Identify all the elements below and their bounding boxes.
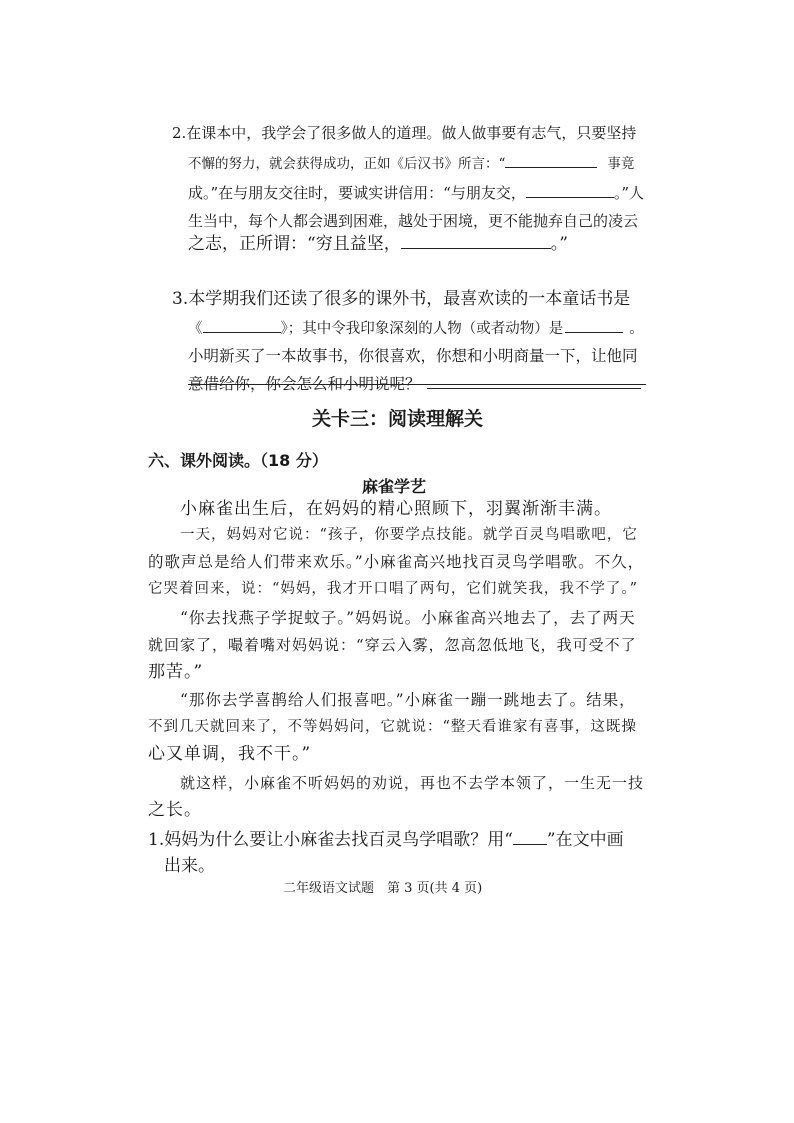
q1-line-2 [164,855,215,877]
q3-line-1 [172,288,630,310]
q2-text-2b: 事竟 [607,156,635,172]
underline-sample [513,828,547,845]
answer-line[interactable] [188,384,646,385]
story-p5-l2 [148,799,202,821]
story-p2-l2 [148,551,644,573]
q2-text-3a: 成。”在与朋友交往时，要诚实讲信用：“与朋友交， [188,184,526,202]
q2-text-1: 2.在课本中，我学会了很多做人的道理。做人做事要有志气，只要坚持 [172,124,637,142]
story-text: 心又单调，我不干。” [148,744,312,764]
q1-text-1b: ”在文中画 [546,830,624,850]
q3-text-2a: 《 [188,321,203,337]
q3-line-2 [188,316,644,340]
story-text: “那你去学喜鹊给人们报喜吧。”小麻雀一蹦一跳地去了。结果， [180,691,636,709]
q2-text-4: 生当中，每个人都会遇到困难，越处于困境，更不能抛弃自己的凌云 [188,212,639,230]
story-text: 之长。 [148,800,202,820]
story-text: “你去找燕子学捉蚊子。”妈妈说。小麻雀高兴地去了，去了两天 [180,609,636,627]
q2-line-5 [188,232,568,255]
story-p4-l2 [148,716,637,738]
q2-line-1 [172,122,636,144]
story-text: 那苦。” [148,662,204,682]
story-p4-l1 [180,689,636,711]
q2-line-4 [188,210,638,232]
story-p3-l3 [148,661,203,683]
story-text: 就这样，小麻雀不听妈妈的劝说，再也不去学本领了，一生无一技 [180,774,645,792]
story-text: 不到几天就回来了，不等妈妈问，它就说：“整天看谁家有喜事，这既操 [148,719,637,735]
story-p2-l1 [180,524,638,546]
section-heading: 关卡三：阅读理解关 [312,408,484,430]
story-p3-l2 [148,634,637,656]
q3-text-2b: 》；其中令我印象深刻的人物（或者动物）是 [280,321,564,337]
q3-text-2c: 。 [629,321,644,337]
story-text: 一天，妈妈对它说：“孩子，你要学点技能。就学百灵鸟唱歌吧，它 [180,527,638,543]
q2-text-2a: 不懈的努力，就会获得成功，正如《后汉书》所言：“ [188,156,506,172]
q3-text-1: 3.本学期我们还读了很多的课外书，最喜欢读的一本童话书是 [172,289,631,309]
answer-blank[interactable] [565,316,623,333]
q2-line-2 [188,151,634,175]
q1-text-2: 出来。 [164,856,215,876]
story-text: 它哭着回来，说：“妈妈，我才开口唱了两句，它们就笑我，我不学了。” [148,581,639,597]
q2-text-3b: 。”人 [613,184,645,202]
q2-line-3 [188,181,644,204]
answer-blank[interactable] [505,151,597,168]
answer-blank[interactable] [203,316,281,333]
story-p4-l3 [148,743,311,765]
q1-line-1 [148,828,624,851]
q2-text-5a: 之志，正所谓：“穷且益坚， [188,234,401,254]
answer-blank[interactable] [427,372,641,389]
section-6-title: 六、课外阅读。（18 分） [148,451,328,470]
answer-blank[interactable] [526,181,614,198]
q3-line-3 [188,345,638,367]
answer-blank[interactable] [401,232,551,249]
q1-text-1a: 1.妈妈为什么要让小麻雀去找百灵鸟学唱歌？用“ [148,830,513,850]
story-p3-l1 [180,607,636,629]
story-p2-l3 [148,578,638,600]
q3-text-3: 小明新买了一本故事书，你很喜欢，你想和小明商量一下，让他同 [188,347,638,365]
story-text: 就回家了，嘬着嘴对妈妈说：“穿云入雾，忽高忽低地飞，我可受不了 [148,636,637,654]
story-p5-l1 [180,772,644,794]
q2-text-5b: 。” [550,234,568,254]
story-title: 麻雀学艺 [362,477,427,496]
page-footer: 二年级语文试题 第 3 页(共 4 页) [283,881,483,896]
story-p1 [180,498,612,520]
q3-text-4: 意借给你，你会怎么和小明说呢？ [188,375,421,393]
story-text: 的歌声总是给人们带来欢乐。”小麻雀高兴地找百灵鸟学唱歌。不久， [148,553,645,571]
story-text: 小麻雀出生后，在妈妈的精心照顾下，羽翼渐渐丰满。 [180,499,612,519]
